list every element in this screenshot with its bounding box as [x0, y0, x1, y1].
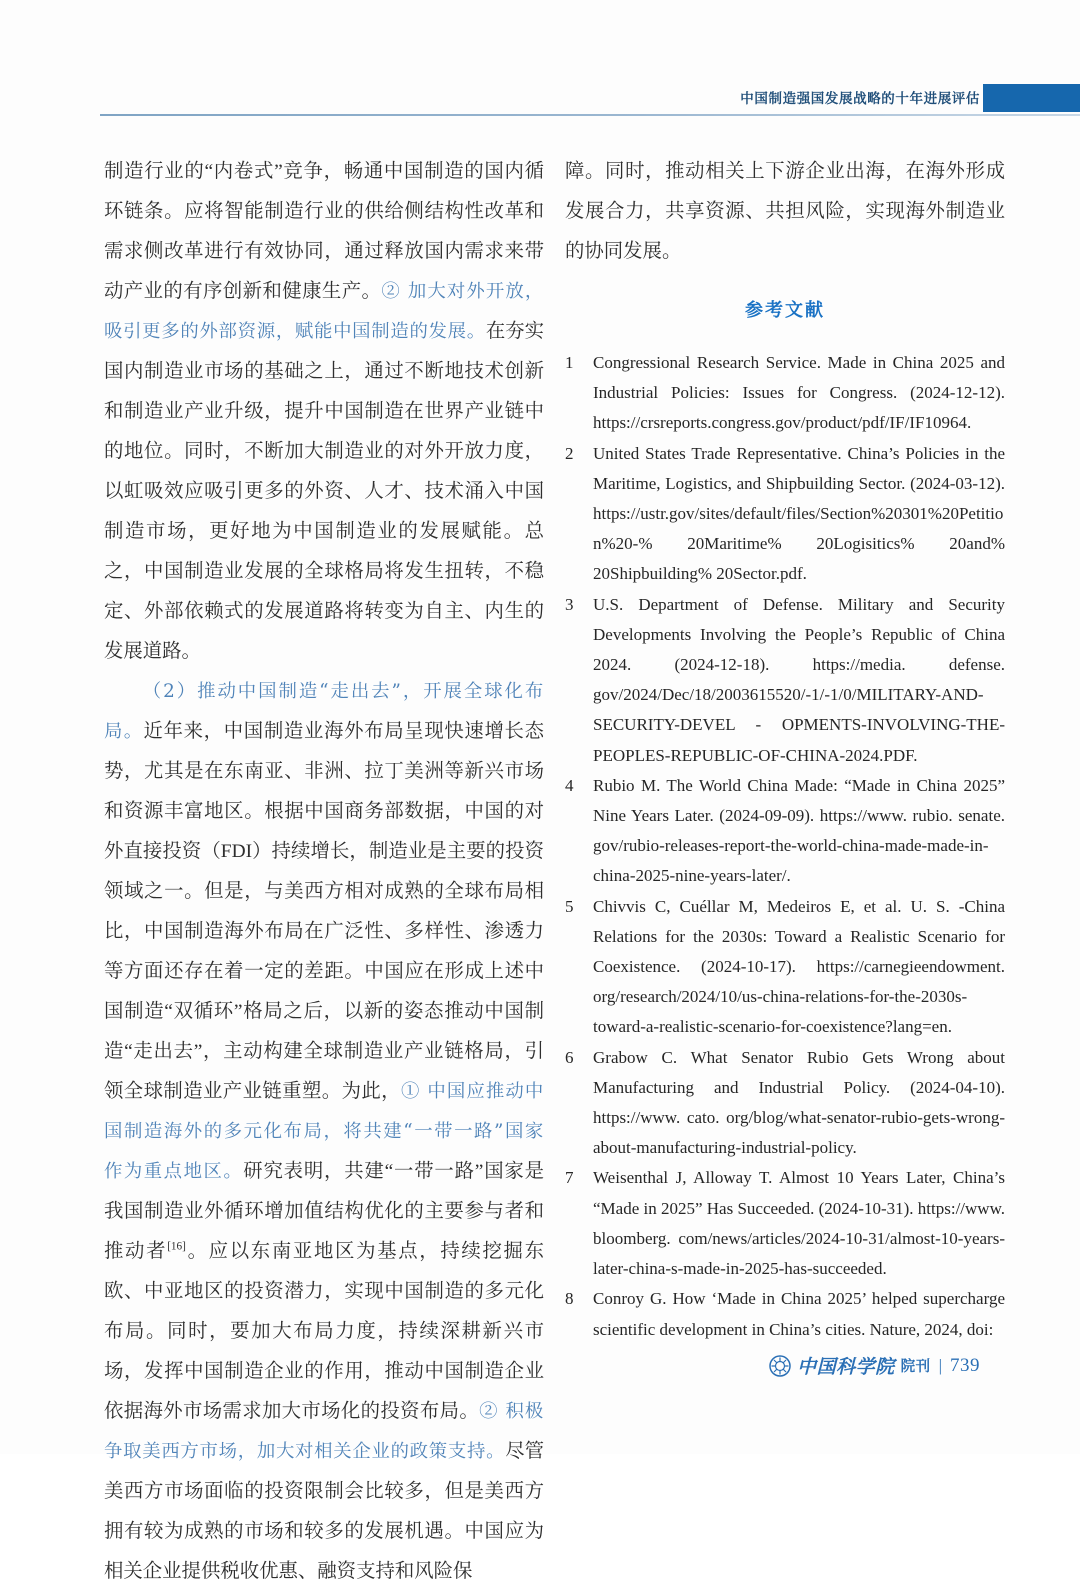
reference-number: 4 — [565, 775, 574, 795]
paragraph-text-2d: 尽管美西方市场面临的投资限制会比较多，但是美西方拥有较为成熟的市场和较多的发展机遇。中国应为相关企业提供税收优惠、融资支持和风险保 — [104, 1441, 544, 1582]
reference-number: 5 — [565, 896, 574, 916]
running-header-title: 中国制造强国发展战略的十年进展评估 — [740, 91, 980, 107]
journal-subtitle: 院刊 — [900, 1359, 931, 1375]
header-accent-block — [983, 84, 1080, 112]
paragraph-text-1a: 制造行业的“内卷式”竞争，畅通中国制造的国内循环链条。应将智能制造行业的供给侧结构性改革和需求侧改革进行有效协同，通过释放国内需求来带动产业的有序创新和健康生产。 — [104, 161, 544, 302]
footer-separator: | — [938, 1355, 942, 1375]
paragraph-text-1b: 在夯实国内制造业市场的基础之上，通过不断地技术创新和制造业产业升级，提升中国制造在世界产业链中的地位。同时，不断加大制造业的对外开放力度，以虹吸效应吸引更多的外资、人才、技术涌入中国制造市场，更好地为中国制造业的发展赋能。总之，中国制造业发展的全球格局将发生扭转，不稳定、外部依赖式的发展道路将转变为自主、内生的发展道路。 — [104, 321, 544, 662]
page-number: 739 — [950, 1354, 980, 1376]
reference-number: 3 — [565, 594, 574, 614]
running-header — [0, 86, 1080, 122]
references-list — [565, 348, 1005, 1345]
reference-item — [565, 1163, 1005, 1284]
header-divider — [100, 114, 1080, 116]
reference-text: Chivvis C, Cuéllar M, Medeiros E, et al. U. S. -China Relations for the 2030s: Toward a Realistic Scenario for Coexistence. (2024-10-17). https://carnegieendowment. org/research/2024/10/us-china-relations-for-the-2030s-toward-a-realistic-scenario-for-coexistence?lang=en. — [593, 896, 1005, 1037]
reference-text: U.S. Department of Defense. Military and Security Developments Involving the People’s Republic of China 2024. (2024-12-18). https://media. defense. gov/2024/Dec/18/2003615520/-1/-1/0/MILITARY-AND-SECURITY-DEVEL - OPMENTS-INVOLVING-THE-PEOPLES-REPUBLIC-OF-CHINA-2024.PDF. — [593, 594, 1005, 765]
cas-logo-icon — [769, 1355, 791, 1377]
reference-text: Conroy G. How ‘Made in China 2025’ helped supercharge scientific development in China’s cities. Nature, 2024, doi: — [593, 1289, 1005, 1339]
paragraph-text-2a: 近年来，中国制造业海外布局呈现快速增长态势，尤其是在东南亚、非洲、拉丁美洲等新兴市场和资源丰富地区。根据中国商务部数据，中国的对外直接投资（FDI）持续增长，制造业是主要的投资领域之一。但是，与美西方相对成熟的全球布局相比，中国制造海外布局在广泛性、多样性、渗透力等方面还存在着一定的差距。中国应在形成上述中国制造“双循环”格局之后，以新的姿态推动中国制造“走出去”，主动构建全球制造业产业链格局，引领全球制造业产业链重塑。为此， — [104, 721, 544, 1102]
reference-number: 8 — [565, 1289, 574, 1309]
paragraph-text-2b: 研究表明，共建“一带一路”国家是我国制造业外循环增加值结构优化的主要参与者和推动者 — [104, 1161, 544, 1262]
reference-text: Weisenthal J, Alloway T. Almost 10 Years Later, China’s “Made in 2025” Has Succeeded. (2024-10-31). https://www. bloomberg. com/news/articles/2024-10-31/almost-10-years-later-china-s-made-in-2025-has-succeeded. — [593, 1168, 1005, 1279]
reference-item — [565, 1284, 1005, 1344]
highlight-point-1-diversified: ① 中国应推动中国制造海外的多元化布局，将共建“一带一路”国家作为重点地区。 — [104, 1081, 544, 1182]
paragraph-body-continued — [104, 152, 544, 672]
highlight-section-2-heading: （2）推动中国制造“走出去”，开展全球化布局。 — [104, 681, 544, 742]
reference-text: Congressional Research Service. Made in China 2025 and Industrial Policies: Issues for Congress. (2024-12-12). https://crsreports.congress.gov/product/pdf/IF/IF10964. — [593, 353, 1005, 433]
paragraph-globalization — [104, 672, 544, 1592]
journal-publisher-name: 中国科学院 — [797, 1356, 895, 1378]
highlight-point-2-opening: ② 加大对外开放，吸引更多的外部资源，赋能中国制造的发展。 — [104, 281, 544, 342]
paragraph-continued-right: 障。同时，推动相关上下游企业出海，在海外形成发展合力，共享资源、共担风险，实现海外制造业的协同发展。 — [565, 161, 1005, 262]
highlight-point-2-western-markets: ② 积极争取美西方市场，加大对相关企业的政策支持。 — [104, 1401, 544, 1462]
right-text-column — [565, 152, 1005, 272]
paragraph-text-2c: 。应以东南亚地区为基点，持续挖掘东欧、中亚地区的投资潜力，实现中国制造的多元化布局。同时，要加大布局力度，持续深耕新兴市场，发挥中国制造企业的作用，推动中国制造企业依据海外市场需求加大市场化的投资布局。 — [104, 1241, 544, 1422]
reference-item — [565, 1043, 1005, 1164]
reference-number: 1 — [565, 353, 574, 372]
reference-item — [565, 771, 1005, 892]
reference-text: Rubio M. The World China Made: “Made in China 2025” Nine Years Later. (2024-09-09). https://www. rubio. senate. gov/rubio-releases-report-the-world-china-made-made-in-china-2025-nine-years-later/. — [593, 775, 1005, 886]
reference-number: 6 — [565, 1047, 574, 1067]
citation-marker-16: [16] — [167, 1240, 186, 1253]
reference-text: United States Trade Representative. China’s Policies in the Maritime, Logistics, and Shipbuilding Sector. (2024-03-12). https://ustr.gov/sites/default/files/Section%20301%20Petition%20-% 20Maritime% 20Logisitics% 20and% 20Shipbuilding% 20Sector.pdf. — [593, 443, 1005, 584]
reference-number: 2 — [565, 443, 574, 463]
page-footer — [0, 1352, 1080, 1386]
references-heading: 参考文献 — [745, 300, 825, 321]
footer-content — [769, 1352, 980, 1379]
reference-item — [565, 590, 1005, 771]
reference-item — [565, 348, 1005, 439]
reference-item — [565, 892, 1005, 1043]
reference-number: 7 — [565, 1168, 574, 1188]
reference-item — [565, 439, 1005, 590]
reference-text: Grabow C. What Senator Rubio Gets Wrong about Manufacturing and Industrial Policy. (2024-04-10). https://www. cato. org/blog/what-senator-rubio-gets-wrong-about-manufacturing-industrial-policy. — [593, 1047, 1005, 1158]
